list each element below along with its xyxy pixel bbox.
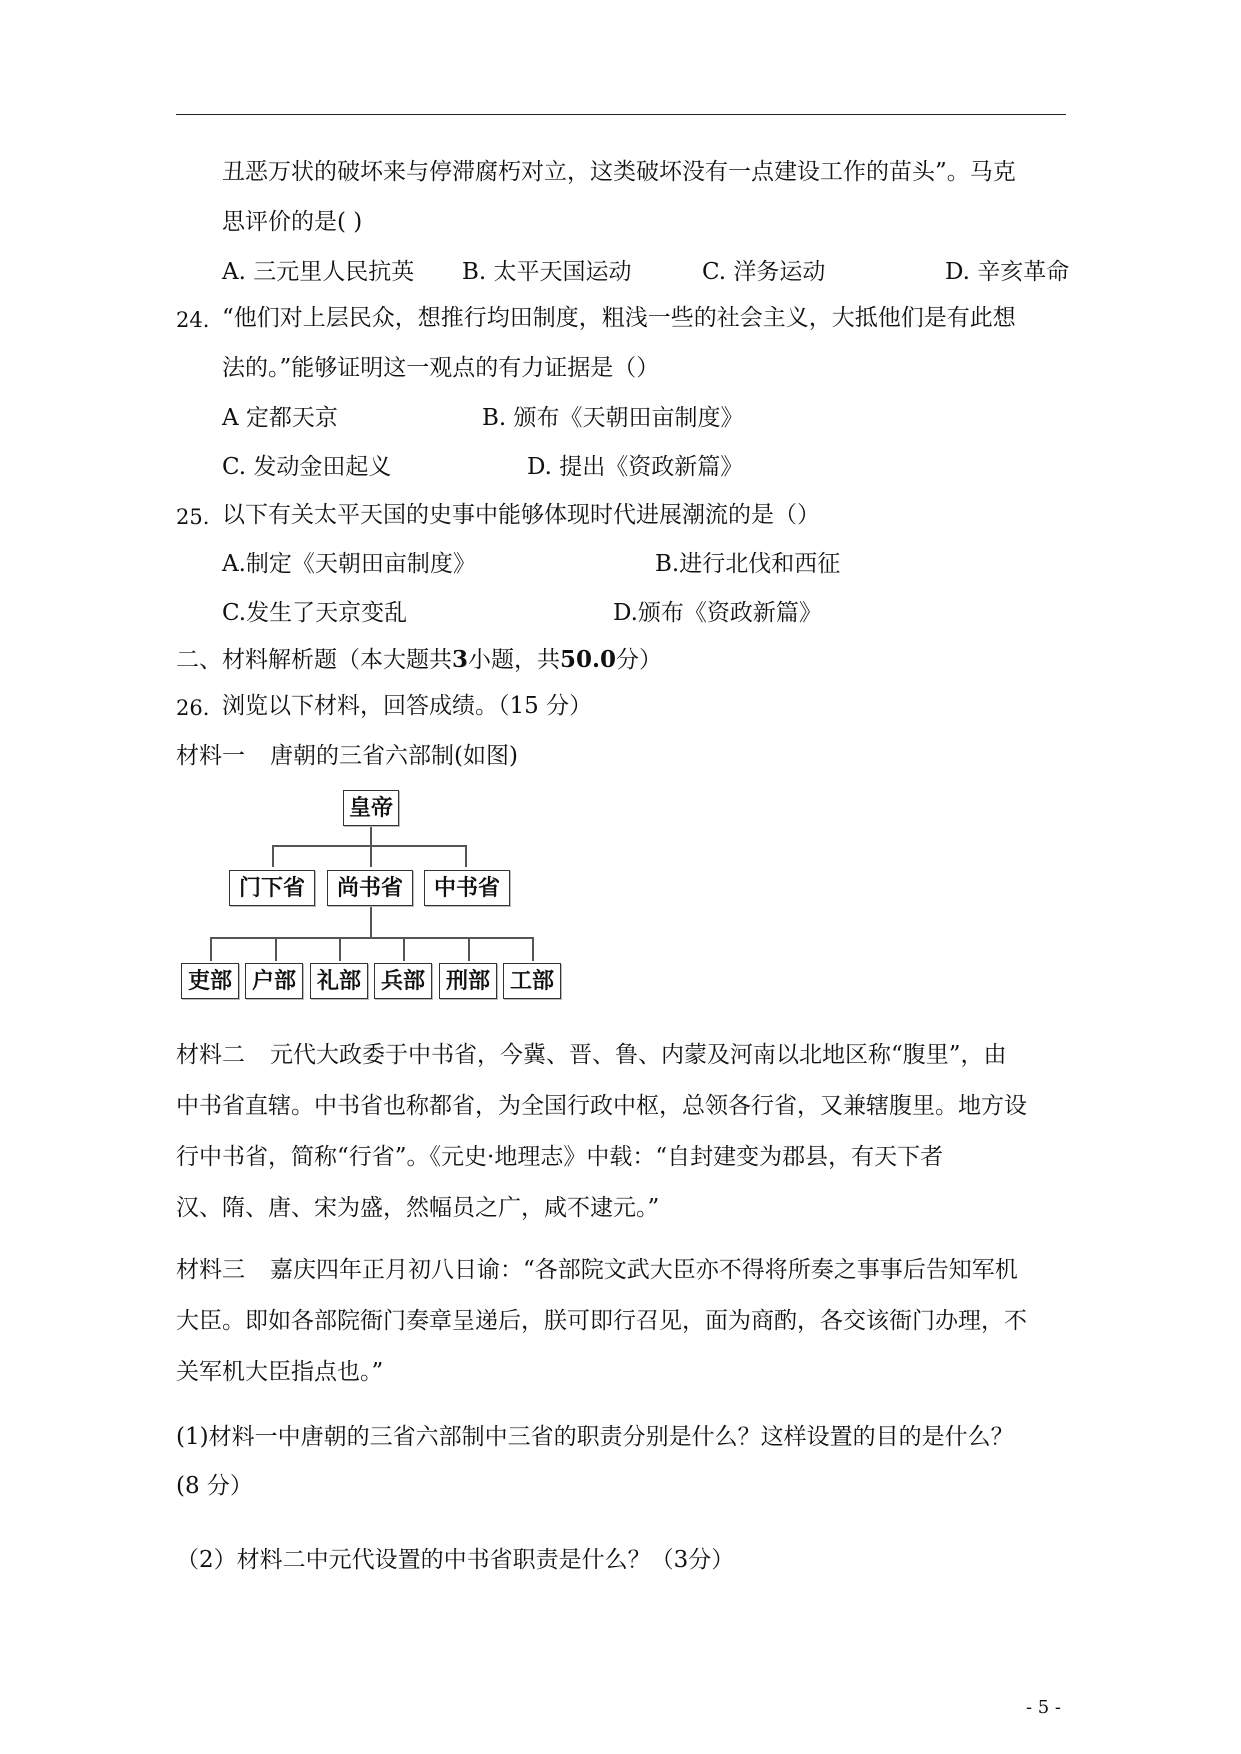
connector <box>468 937 470 961</box>
material1-label: 材料一 <box>176 743 245 769</box>
connector <box>403 937 405 961</box>
q23-option-c: C. 洋务运动 <box>702 259 826 285</box>
q25-option-b: B.进行北伐和西征 <box>655 551 841 577</box>
q24-option-d: D. 提出《资政新篇》 <box>527 454 744 480</box>
section2-score: 50.0 <box>560 646 617 673</box>
material3-line2: 大臣。即如各部院衙门奏章呈递后，朕可即行召见，面为商酌，各交该衙门办理，不 <box>176 1308 1027 1334</box>
section2-count: 3 <box>452 646 469 673</box>
q23-option-d: D. 辛亥革命 <box>945 259 1070 285</box>
box-bingbu: 兵部 <box>374 963 432 999</box>
box-zhongshu: 中书省 <box>424 870 510 906</box>
q24-number: 24. <box>176 308 210 332</box>
connector <box>210 937 212 961</box>
header-rule <box>176 114 1066 115</box>
box-menxia: 门下省 <box>229 870 315 906</box>
q25-option-c: C.发生了天京变乱 <box>222 600 408 626</box>
q24-line2: 法的。”能够证明这一观点的有力证据是（） <box>222 355 660 381</box>
q25-number: 25. <box>176 505 210 529</box>
box-gongbu: 工部 <box>503 963 561 999</box>
connector <box>370 845 372 867</box>
connector <box>370 907 372 937</box>
q26-text: 浏览以下材料，回答成绩。（15 分） <box>222 693 593 719</box>
q24-option-c: C. 发动金田起义 <box>222 454 392 480</box>
q23-line2: 思评价的是( ) <box>222 209 363 235</box>
material2-line3: 行中书省，简称“行省”。《元史·地理志》中载：“自封建变为郡县，有天下者 <box>176 1144 944 1170</box>
box-libu-personnel: 吏部 <box>181 963 239 999</box>
subquestion-1-line1: (1)材料一中唐朝的三省六部制中三省的职责分别是什么？这样设置的目的是什么？ <box>176 1424 1014 1450</box>
connector <box>272 845 466 847</box>
page-number: - 5 - <box>1025 1697 1061 1718</box>
section2-prefix: 二、材料解析题（本大题共 <box>176 647 452 673</box>
connector <box>210 937 534 939</box>
material2-line1: 元代大政委于中书省，今冀、晋、鲁、内蒙及河南以北地区称“腹里”，由 <box>270 1042 1007 1068</box>
q24-option-a: A 定都天京 <box>222 405 338 431</box>
connector <box>465 845 467 867</box>
box-hubu: 户部 <box>245 963 303 999</box>
connector <box>532 937 534 961</box>
subquestion-2: （2）材料二中元代设置的中书省职责是什么？（3分） <box>176 1547 735 1573</box>
section2-suffix: 分） <box>616 647 663 673</box>
section2-heading <box>176 645 662 675</box>
material2-line4: 汉、隋、唐、宋为盛，然幅员之广，咸不逮元。” <box>176 1195 660 1221</box>
material3-line3: 关军机大臣指点也。” <box>176 1359 384 1385</box>
box-emperor: 皇帝 <box>343 790 399 826</box>
q25-option-d: D.颁布《资政新篇》 <box>613 600 822 626</box>
connector <box>339 937 341 961</box>
q23-line1: 丑恶万状的破坏来与停滞腐朽对立，这类破坏没有一点建设工作的苗头”。马克 <box>222 159 1016 185</box>
box-libu-rites: 礼部 <box>310 963 368 999</box>
box-shangshu: 尚书省 <box>327 870 413 906</box>
section2-mid: 小题，共 <box>468 647 561 673</box>
connector <box>370 827 372 845</box>
q25-option-a: A.制定《天朝田亩制度》 <box>222 551 476 577</box>
q24-option-b: B. 颁布《天朝田亩制度》 <box>482 405 744 431</box>
material2-line2: 中书省直辖。中书省也称都省，为全国行政中枢，总领各行省，又兼辖腹里。地方设 <box>176 1093 1027 1119</box>
q26-number: 26. <box>176 696 210 720</box>
q23-option-a: A. 三元里人民抗英 <box>222 259 415 285</box>
material1-text: 唐朝的三省六部制(如图) <box>270 743 518 769</box>
box-xingbu: 刑部 <box>439 963 497 999</box>
connector <box>272 845 274 867</box>
q24-line1: “他们对上层民众，想推行均田制度，粗浅一些的社会主义，大抵他们是有此想 <box>222 305 1016 331</box>
q23-option-b: B. 太平天国运动 <box>462 259 632 285</box>
q25-line1: 以下有关太平天国的史事中能够体现时代进展潮流的是（） <box>222 502 820 528</box>
material3-label: 材料三 <box>176 1257 245 1283</box>
subquestion-1-line2: (8 分） <box>176 1473 253 1499</box>
connector <box>275 937 277 961</box>
material3-line1: 嘉庆四年正月初八日谕：“各部院文武大臣亦不得将所奏之事事后告知军机 <box>270 1257 1018 1283</box>
material2-label: 材料二 <box>176 1042 245 1068</box>
